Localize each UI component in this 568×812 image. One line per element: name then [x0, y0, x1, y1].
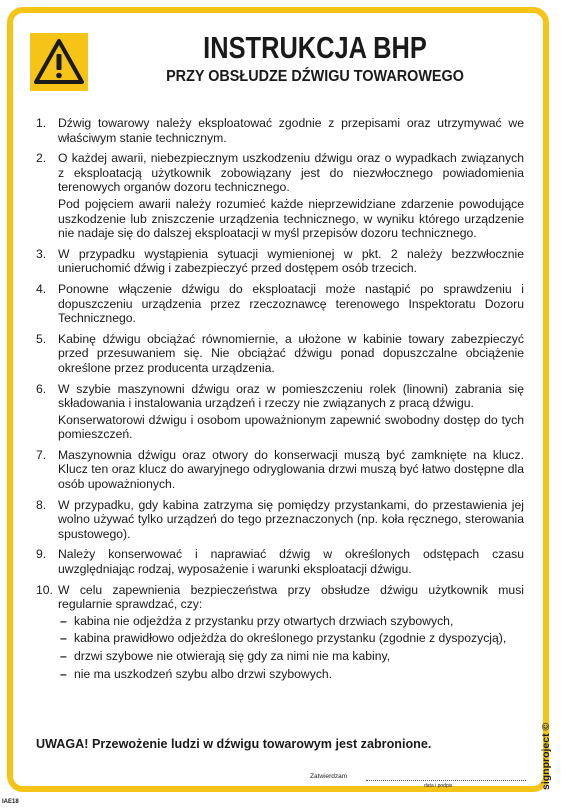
item-text: Maszynownia dźwigu oraz otwory do konserwacji muszą być zamknięte na klucz. Klucz ten oraz klucz do awaryjnego odryglowania drzwi muszą być łatwo dostępne dla osób upoważnionych. — [58, 447, 524, 492]
dash-icon: – — [60, 613, 67, 628]
list-item — [36, 282, 524, 326]
page-subtitle: PRZY OBSŁUDZE DŹWIGU TOWAROWEGO — [166, 68, 464, 85]
sublist-text: nie ma uszkodzeń szybu albo drzwi szybowych. — [74, 666, 333, 681]
list-item — [36, 498, 524, 542]
list-item — [36, 151, 524, 241]
sublist-item — [58, 631, 524, 646]
item-text-secondary: Konserwatorowi dźwigu i osobom upoważnionym zapewnić swobodny dostęp do tych pomieszczeń. — [58, 412, 524, 442]
item-text: Ponowne włączenie dźwigu do eksploatacji może nastąpić po sprawdzeniu i dopuszczeniu urządzenia przez rzeczoznawcę terenowego Inspektoratu Dozoru Technicznego. — [58, 281, 524, 326]
item-number: 4. — [36, 281, 47, 296]
item-number: 1. — [36, 116, 47, 130]
dash-icon: – — [60, 649, 67, 663]
brand-mark — [533, 690, 552, 790]
list-item — [36, 583, 524, 682]
sublist-item — [58, 649, 524, 664]
dash-icon: – — [60, 666, 67, 681]
item-text: O każdej awarii, niebezpiecznym uszkodzeniu dźwigu oraz o wypadkach związanych z eksploatacją użytkownik zobowiązany jest do niezwłocznego powiadomienia terenowych organów dozoru technicznego. — [58, 151, 524, 195]
item-text: W przypadku wystąpienia sytuacji wymienionej w pkt. 2 należy bezzwłocznie unieruchomić dźwig i zabezpieczyć przed dostępem osób trzecich. — [58, 246, 524, 276]
sublist-item — [58, 614, 524, 629]
item-number: 6. — [36, 381, 47, 396]
sublist-text: drzwi szybowe nie otwierają się gdy za nimi nie ma kabiny, — [74, 649, 391, 663]
item-text: W przypadku, gdy kabina zatrzyma się pomiędzy przystankami, do przestawienia jej wolno używać tylko urządzeń do tego przeznaczonych (np. koła ręcznego, sterowania spustowego). — [58, 497, 524, 541]
signature-sublabel: data i podpis — [424, 783, 453, 789]
sublist-text: kabina nie odjeżdża z przystanku przy otwartych drzwiach szybowych, — [74, 613, 454, 628]
signature-line — [366, 780, 526, 781]
item-number: 10. — [36, 582, 53, 597]
list-item — [36, 382, 524, 442]
product-code: IAE18 — [2, 799, 19, 805]
warning-triangle-icon — [30, 33, 88, 91]
list-item — [36, 448, 524, 492]
item-text: W szybie maszynowni dźwigu oraz w pomieszczeniu rolek (linowni) zabrania się składowania i instalowania urządzeń i rzeczy nie związanych z pracą dźwigu. — [58, 381, 524, 411]
check-sublist — [58, 614, 524, 681]
item-text: Kabinę dźwigu obciążać równomiernie, a ułożone w kabinie towary zabezpieczyć przed przesuwaniem się. Nie obciążać dźwigu ponad dopuszczalne obciążenie określone przez producenta urządzenia. — [58, 331, 524, 375]
item-text: W celu zapewnienia bezpieczeństwa przy obsłudze dźwigu użytkownik musi regularnie sprawdzać, czy: — [58, 582, 524, 612]
item-number: 8. — [36, 497, 47, 512]
item-number: 7. — [36, 447, 47, 462]
sublist-item — [58, 667, 524, 682]
brand-text: signproject © — [540, 722, 552, 790]
list-item — [36, 547, 524, 576]
list-item — [36, 116, 524, 145]
item-number: 3. — [36, 246, 47, 261]
item-text-secondary: Pod pojęciem awarii należy rozumieć każde nieprzewidziane zdarzenie powodujące uszkodzenie lub zniszczenie urządzenia technicznego, w wyniku którego urządzenie nie nadaje się do dalszej eksploatacji w myśl przepisów dozoru technicznego. — [58, 196, 524, 241]
list-item — [36, 332, 524, 376]
sublist-text: kabina prawidłowo odjeżdża do określonego przystanku (zgodnie z dyspozycją), — [74, 631, 507, 646]
signature-label: Zatwierdzam — [310, 773, 348, 780]
warning-note: UWAGA! Przewożenie ludzi w dźwigu towarowym jest zabronione. — [36, 737, 432, 751]
instruction-list — [36, 116, 524, 687]
item-number: 9. — [36, 547, 47, 562]
item-text: Dźwig towarowy należy eksploatować zgodnie z przepisami oraz utrzymywać we właściwym stanie technicznym. — [58, 116, 524, 145]
item-number: 5. — [36, 331, 47, 346]
page-title: INSTRUKCJA BHP — [203, 30, 427, 65]
item-text: Należy konserwować i naprawiać dźwig w określonych odstępach czasu uwzględniając rodzaj, wyposażenie i warunki eksploatacji dźwigu. — [58, 547, 524, 577]
dash-icon: – — [60, 631, 67, 646]
list-item — [36, 247, 524, 276]
item-number: 2. — [36, 151, 47, 166]
